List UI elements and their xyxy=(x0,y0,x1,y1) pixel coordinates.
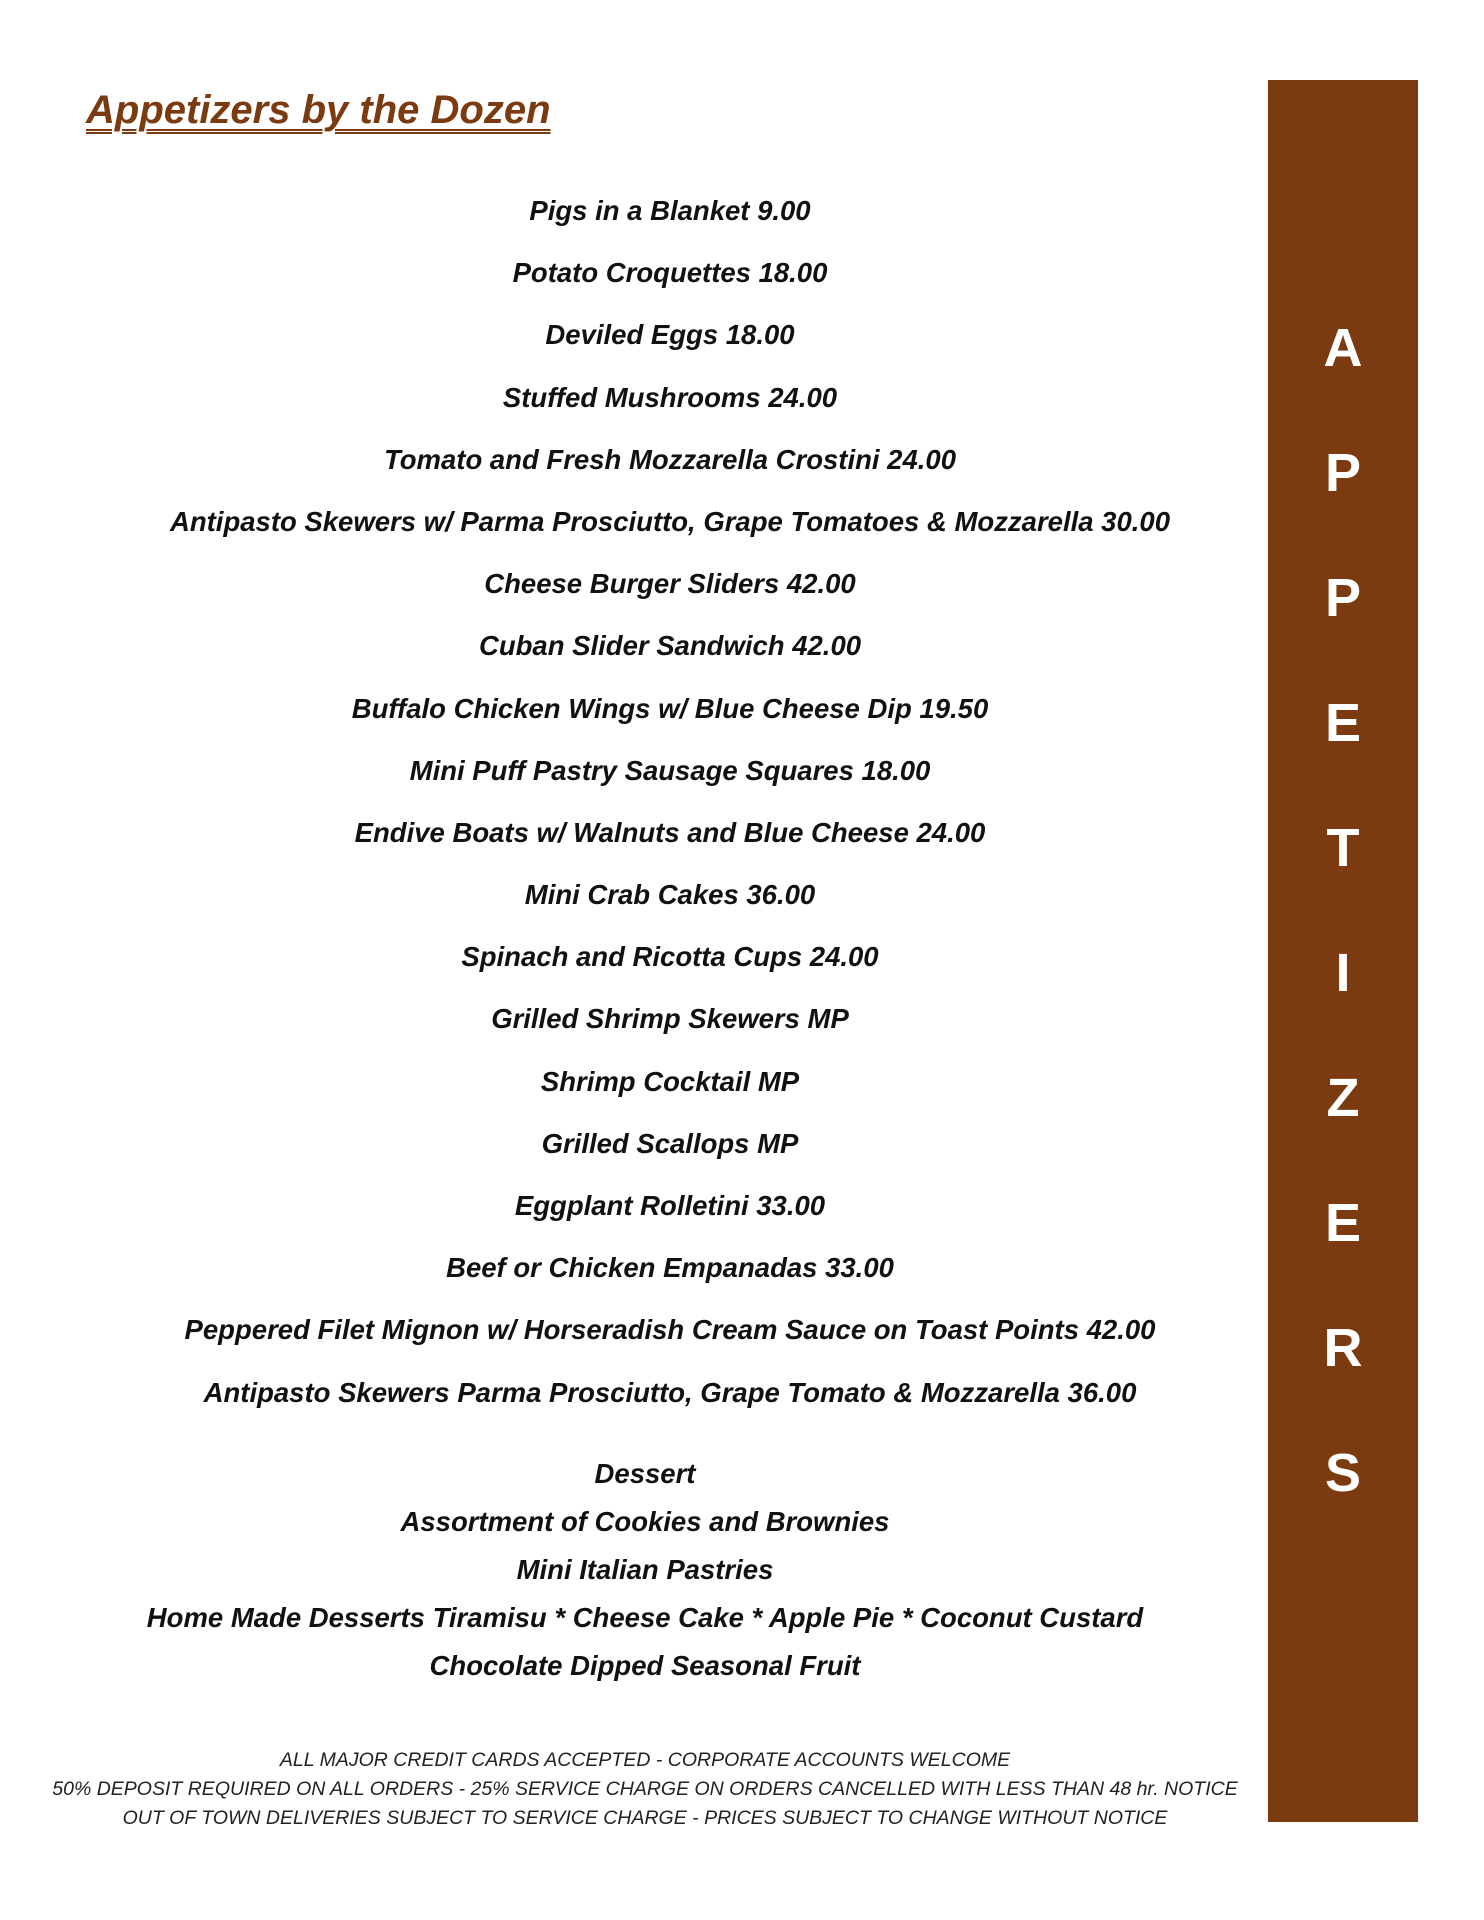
dessert-item: Chocolate Dipped Seasonal Fruit xyxy=(429,1650,861,1681)
menu-item: Peppered Filet Mignon w/ Horseradish Cream Sauce on Toast Points 42.00 xyxy=(184,1314,1156,1346)
menu-item: Pigs in a Blanket 9.00 xyxy=(529,195,811,226)
footer-line: ALL MAJOR CREDIT CARDS ACCEPTED - CORPORATE ACCOUNTS WELCOME xyxy=(279,1749,1011,1771)
menu-item: Beef or Chicken Empanadas 33.00 xyxy=(446,1252,894,1284)
menu-item: Antipasto Skewers w/ Parma Prosciutto, Grape Tomatoes & Mozzarella 30.00 xyxy=(169,505,1170,537)
menu-item: Tomato and Fresh Mozzarella Crostini 24.00 xyxy=(383,443,957,475)
menu-item: Mini Puff Pastry Sausage Squares 18.00 xyxy=(409,754,931,786)
banner-letter: I xyxy=(1335,943,1351,1003)
banner-letter: Z xyxy=(1326,1068,1360,1128)
dessert-heading: Dessert xyxy=(594,1458,696,1489)
dessert-item: Mini Italian Pastries xyxy=(516,1554,774,1585)
banner-letter: R xyxy=(1323,1318,1363,1378)
menu-item: Cuban Slider Sandwich 42.00 xyxy=(478,630,862,662)
banner-letter: S xyxy=(1324,1443,1362,1503)
page-title: Appetizers by the Dozen xyxy=(86,88,551,132)
menu-item: Endive Boats w/ Walnuts and Blue Cheese 24.00 xyxy=(354,816,986,848)
menu-item: Eggplant Rolletini 33.00 xyxy=(514,1190,826,1221)
menu-item: Stuffed Mushrooms 24.00 xyxy=(502,381,838,413)
menu-list xyxy=(40,180,1300,1424)
menu-item: Potato Croquettes 18.00 xyxy=(512,257,828,289)
banner-letter: P xyxy=(1324,443,1362,503)
menu-item: Cheese Burger Sliders 42.00 xyxy=(484,568,856,600)
banner-letter: E xyxy=(1324,1193,1362,1253)
menu-item: Buffalo Chicken Wings w/ Blue Cheese Dip 19.50 xyxy=(351,692,989,724)
menu-item: Spinach and Ricotta Cups 24.00 xyxy=(461,941,879,973)
footer-notice xyxy=(20,1746,1270,1833)
menu-item: Antipasto Skewers Parma Prosciutto, Grape Tomato & Mozzarella 36.00 xyxy=(203,1376,1137,1408)
side-banner xyxy=(1268,80,1418,1822)
footer-line: OUT OF TOWN DELIVERIES SUBJECT TO SERVICE CHARGE - PRICES SUBJECT TO CHANGE WITHOUT NOTICE xyxy=(122,1807,1168,1829)
dessert-item: Assortment of Cookies and Brownies xyxy=(400,1506,890,1537)
dessert-section xyxy=(40,1450,1250,1690)
menu-item: Grilled Shrimp Skewers MP xyxy=(491,1003,849,1035)
banner-letter: P xyxy=(1324,568,1362,628)
menu-item: Mini Crab Cakes 36.00 xyxy=(524,879,816,911)
banner-letter: T xyxy=(1326,818,1360,878)
footer-line: 50% DEPOSIT REQUIRED ON ALL ORDERS - 25% SERVICE CHARGE ON ORDERS CANCELLED WITH LESS THAN 48 hr. NOTICE xyxy=(52,1778,1238,1800)
dessert-item: Home Made Desserts Tiramisu * Cheese Cake * Apple Pie * Coconut Custard xyxy=(146,1602,1144,1633)
menu-item: Grilled Scallops MP xyxy=(541,1127,799,1159)
menu-item: Deviled Eggs 18.00 xyxy=(545,319,795,351)
banner-letter: A xyxy=(1323,318,1363,378)
banner-letter: E xyxy=(1324,693,1362,753)
menu-item: Shrimp Cocktail MP xyxy=(540,1065,800,1097)
